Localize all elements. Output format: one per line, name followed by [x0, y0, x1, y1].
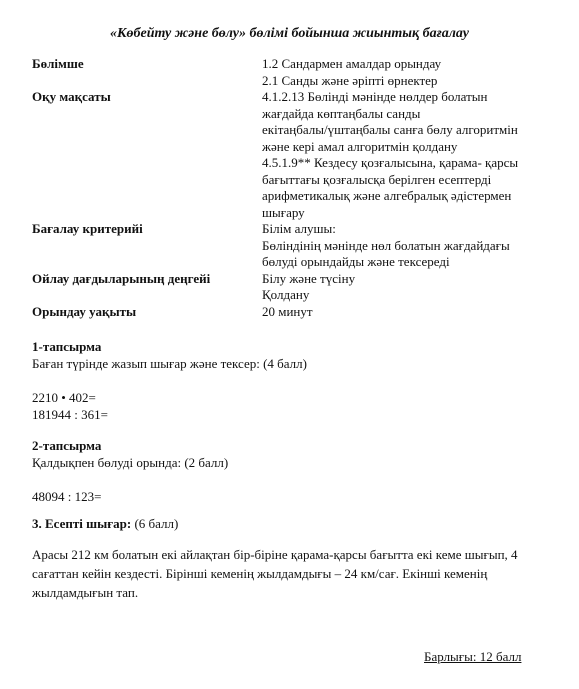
info-value-thinking-level [262, 271, 552, 304]
info-value-time [262, 304, 552, 321]
task-2 [32, 437, 562, 505]
info-value-line: бөлуді орындайды және тексереді [262, 254, 450, 269]
info-row-criteria [32, 221, 552, 271]
info-row-thinking-level [32, 271, 552, 304]
info-value-objective [262, 89, 552, 221]
info-value-line: 4.5.1.9** Кездесу қозғалысына, қарама- қарсы [262, 155, 519, 170]
task-2-heading: 2-тапсырма [32, 438, 102, 453]
info-label-objective: Оқу мақсаты [32, 89, 111, 104]
info-value-line: 2.1 Санды және әріпті өрнектер [262, 72, 438, 88]
info-row-section [32, 56, 552, 89]
task-3-heading: 3. Есепті шығар: [32, 516, 132, 531]
info-value-line: Білім алушы: [262, 221, 336, 236]
task-1 [32, 338, 562, 423]
info-row-objective [32, 89, 552, 221]
task-3-points: (6 балл) [131, 516, 179, 531]
info-value-line: Білу және түсіну [262, 270, 356, 286]
task-1-heading: 1-тапсырма [32, 339, 102, 354]
info-value-line: жағдайда көптаңбалы санды [262, 105, 421, 121]
info-value-section [262, 56, 552, 89]
info-label-time: Орындау уақыты [32, 303, 137, 319]
task-1-expression: 181944 : 361= [32, 407, 108, 422]
page-title: «Көбейту және бөлу» бөлімі бойынша жиынтық бағалау [110, 26, 469, 41]
info-value-line: 1.2 Сандармен амалдар орындау [262, 56, 442, 71]
info-value-line: 4.1.2.13 Бөлінді мәнінде нөлдер болатын [262, 89, 488, 104]
info-value-line: Қолдану [262, 287, 310, 302]
task-2-instruction: Қалдықпен бөлуді орында: (2 балл) [32, 455, 229, 470]
task-1-instruction: Баған түрінде жазып шығар және тексер: (4 балл) [32, 356, 307, 371]
info-label-section: Бөлімше [32, 56, 84, 71]
info-value-line: Бөліндінің мәнінде нөл болатын жағдайдағы [262, 237, 510, 253]
info-row-time [32, 304, 552, 321]
task-3-problem-text: Арасы 212 км болатын екі айлақтан бір-біріне қарама-қарсы бағытта екі кеме шығып, 4 сағаттан кейін кездесті. Бірінші кеменің жылдамдығы – 24 км/сағ. Екінші кеменің жылдамдығын тап. [32, 547, 518, 600]
info-label-thinking-level: Ойлау дағдыларының деңгейі [32, 270, 211, 286]
info-value-line: 20 минут [262, 303, 313, 319]
total-score: Барлығы: 12 балл [424, 649, 522, 664]
info-value-line: бағыттағы қозғалысқа берілген есептерді [262, 171, 492, 187]
info-value-line: шығару [262, 204, 305, 220]
info-value-line: арифметикалық және алгебралық әдістермен [262, 188, 512, 203]
info-value-line: екітаңбалы/үштаңбалы санға бөлу алгоритмін [262, 122, 518, 137]
info-value-line: және кері амал алгоритмін қолдану [262, 138, 458, 154]
task-3-heading-line [32, 515, 562, 532]
info-label-criteria: Бағалау критерийі [32, 221, 143, 236]
task-1-expression: 2210 • 402= [32, 390, 96, 405]
task-2-expression: 48094 : 123= [32, 489, 102, 504]
info-value-criteria [262, 221, 552, 271]
info-table [32, 56, 552, 320]
